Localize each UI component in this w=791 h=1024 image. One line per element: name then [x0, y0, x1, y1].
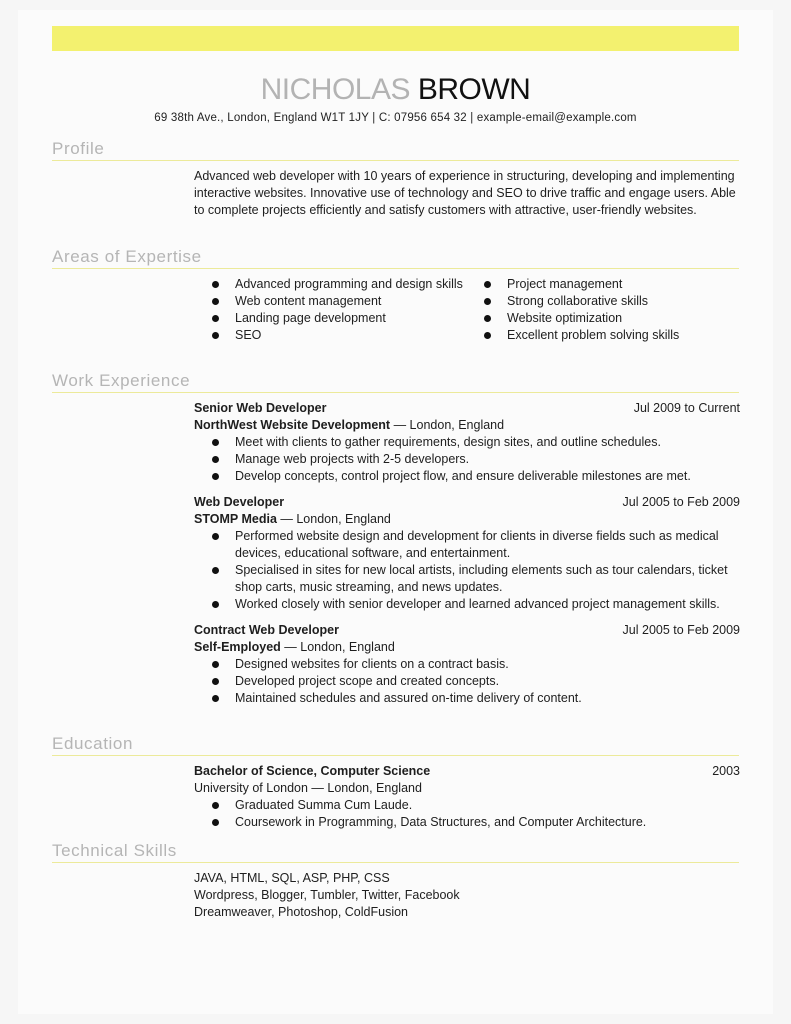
list-item: Worked closely with senior developer and learned advanced project management skills.: [194, 596, 740, 613]
contact-line: 69 38th Ave., London, England W1T 1JY | C: 07956 654 32 | example-email@example.com: [154, 112, 637, 124]
last-name: BROWN: [417, 73, 531, 106]
first-name: NICHOLAS: [260, 73, 411, 106]
list-item: Developed project scope and created concepts.: [194, 673, 740, 690]
skills-line: Dreamweaver, Photoshop, ColdFusion: [194, 905, 409, 919]
list-item: Performed website design and development for clients in diverse fields such as medical devices, educational software, and entertainment.: [194, 528, 740, 562]
company-location: — London, England: [390, 418, 505, 432]
job-title: Contract Web Developer: [194, 623, 339, 637]
header-accent-bar: [52, 26, 739, 51]
section-rule: [52, 862, 739, 863]
list-item: Manage web projects with 2-5 developers.: [194, 451, 740, 468]
job-title: Web Developer: [194, 495, 285, 509]
job-date: Jul 2005 to Feb 2009: [622, 623, 740, 637]
section-title-education: Education: [52, 734, 134, 753]
job-entry: [194, 400, 740, 485]
job-date: Jul 2009 to Current: [633, 401, 740, 415]
list-item: Develop concepts, control project flow, and ensure deliverable milestones are met.: [194, 468, 740, 485]
section-title-skills: Technical Skills: [52, 841, 177, 860]
section-title-profile: Profile: [52, 139, 105, 158]
expertise-list-2: [466, 276, 726, 344]
list-item: Website optimization: [466, 310, 726, 327]
list-item: Web content management: [194, 293, 466, 310]
job-date: Jul 2005 to Feb 2009: [622, 495, 740, 509]
education-date: 2003: [712, 764, 740, 778]
section-rule: [52, 268, 739, 269]
list-item: Graduated Summa Cum Laude.: [194, 797, 740, 814]
job-company: [194, 639, 740, 656]
profile-block: [194, 168, 740, 219]
list-item: Designed websites for clients on a contract basis.: [194, 656, 740, 673]
degree-name: Bachelor of Science: [194, 764, 314, 778]
list-item: SEO: [194, 327, 466, 344]
company-location: — London, England: [280, 640, 395, 654]
skills-block: [194, 870, 740, 921]
job-entry: [194, 494, 740, 613]
list-item: Project management: [466, 276, 726, 293]
list-item: Excellent problem solving skills: [466, 327, 726, 344]
degree-field: , Computer Science: [313, 764, 431, 778]
company-name: Self-Employed: [194, 640, 281, 654]
candidate-name: [0, 72, 791, 108]
list-item: Strong collaborative skills: [466, 293, 726, 310]
work-block: [194, 400, 740, 716]
job-entry: [194, 622, 740, 707]
education-block: [194, 763, 740, 831]
section-rule: [52, 392, 739, 393]
company-location: — London, England: [276, 512, 391, 526]
profile-text: Advanced web developer with 10 years of experience in structuring, developing and implementing interactive websites. Innovative use of technology and SEO to drive traffic and engage users. Able to complete projects efficiently and satisfy customers with attractive, user-friendly websites.: [194, 169, 736, 217]
list-item: Specialised in sites for new local artists, including elements such as tour calendars, ticket shop carts, music streaming, and news updates.: [194, 562, 740, 596]
list-item: Coursework in Programming, Data Structures, and Computer Architecture.: [194, 814, 740, 831]
section-rule: [52, 160, 739, 161]
list-item: Maintained schedules and assured on-time delivery of content.: [194, 690, 740, 707]
job-title: Senior Web Developer: [194, 401, 327, 415]
job-company: [194, 417, 740, 434]
list-item: Landing page development: [194, 310, 466, 327]
skills-line: JAVA, HTML, SQL, ASP, PHP, CSS: [194, 871, 390, 885]
company-name: STOMP Media: [194, 512, 277, 526]
skills-line: Wordpress, Blogger, Tumbler, Twitter, Facebook: [194, 888, 460, 902]
section-title-work: Work Experience: [52, 371, 191, 390]
list-item: Advanced programming and design skills: [194, 276, 466, 293]
expertise-list-1: [194, 276, 466, 344]
section-title-expertise: Areas of Expertise: [52, 247, 202, 266]
school: University of London — London, England: [194, 781, 422, 795]
job-company: [194, 511, 740, 528]
degree: [194, 763, 430, 780]
list-item: Meet with clients to gather requirements, design sites, and outline schedules.: [194, 434, 740, 451]
expertise-block: [194, 276, 740, 344]
company-name: NorthWest Website Development: [194, 418, 391, 432]
section-rule: [52, 755, 739, 756]
